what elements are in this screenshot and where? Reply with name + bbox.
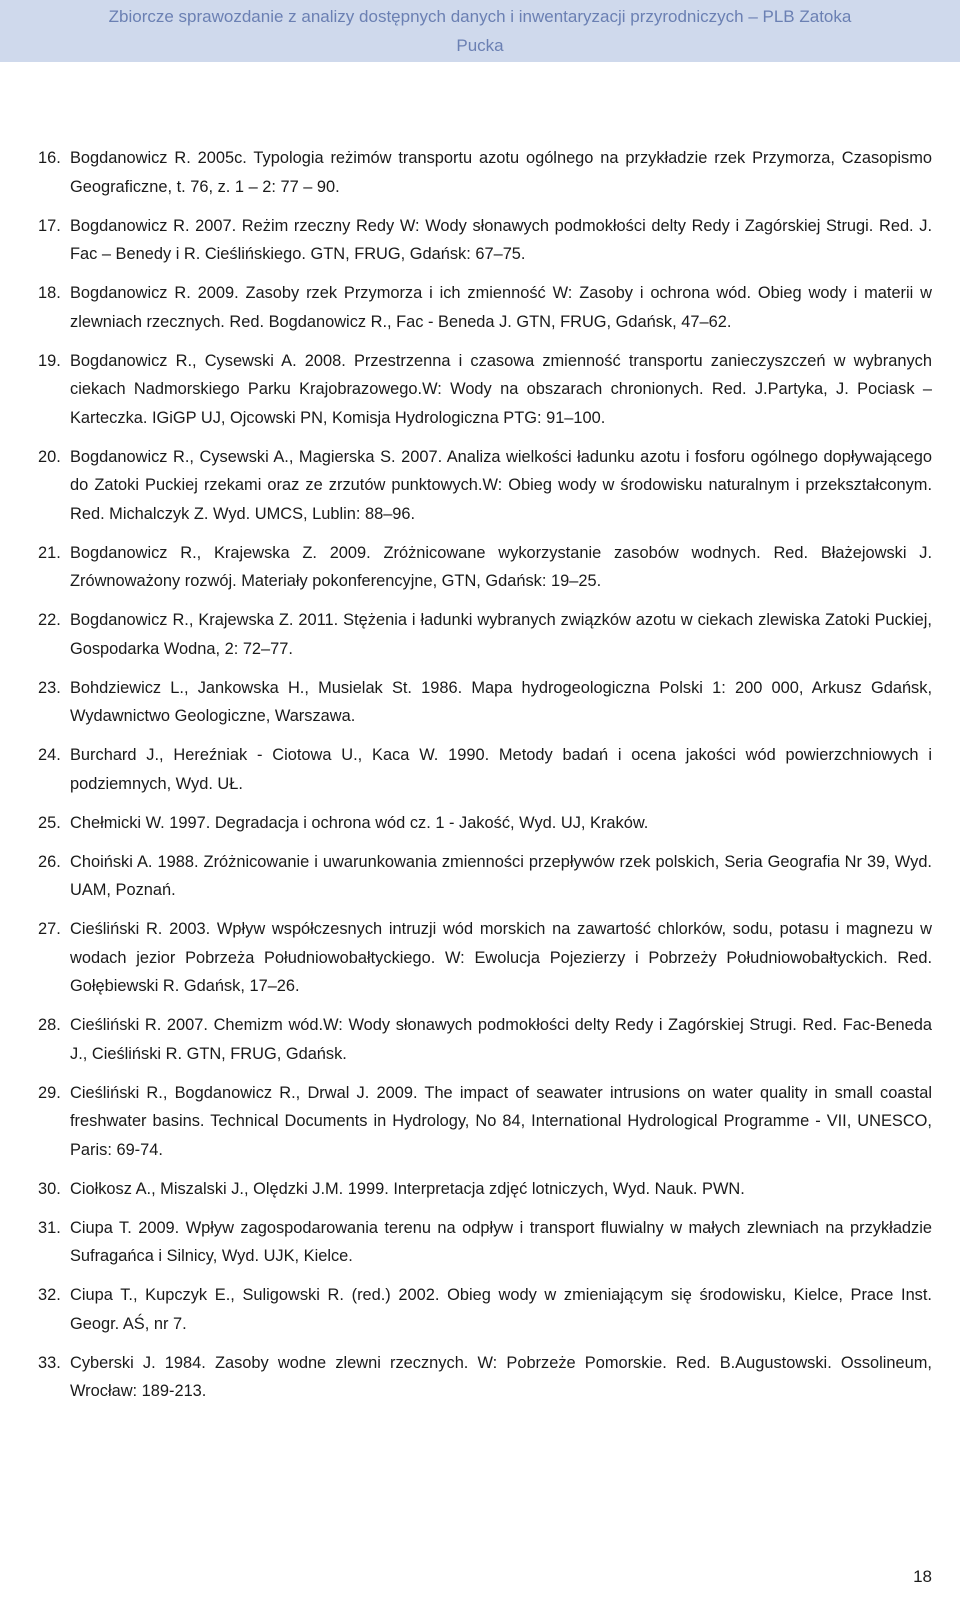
reference-text: Ciupa T. 2009. Wpływ zagospodarowania terenu na odpływ i transport fluwialny w małych zlewniach na przykładzie Sufragańca i Silnicy, Wyd. UJK, Kielce. [70,1218,932,1265]
reference-item [38,915,932,1001]
reference-text: Choiński A. 1988. Zróżnicowanie i uwarunkowania zmienności przepływów rzek polskich, Seria Geografia Nr 39, Wyd. UAM, Poznań. [70,852,932,899]
reference-item [38,1214,932,1271]
reference-text: Burchard J., Hereźniak - Ciotowa U., Kaca W. 1990. Metody badań i ocena jakości wód powierzchniowych i podziemnych, Wyd. UŁ. [70,746,932,793]
reference-item [38,1349,932,1406]
reference-number: 26. [38,852,61,871]
reference-number: 25. [38,813,61,832]
header-title-line-2: Pucka [456,36,504,55]
reference-number: 18. [38,284,61,302]
reference-list [38,144,932,1416]
reference-text: Bogdanowicz R. 2009. Zasoby rzek Przymorza i ich zmienność W: Zasoby i ochrona wód. Obieg wody i materii w zlewniach rzecznych. Red. Bogdanowicz R., Fac - Beneda J. GTN, FRUG, Gdańsk, 47–62. [70,284,932,331]
reference-number: 16. [38,149,61,167]
reference-number: 24. [38,746,61,764]
reference-text: Cieśliński R. 2007. Chemizm wód.W: Wody słonawych podmokłości delty Redy i Zagórskiej Strugi. Red. Fac-Beneda J., Cieśliński R. GTN, FRUG, Gdańsk. [70,1016,932,1063]
reference-number: 30. [38,1179,61,1198]
reference-item [38,212,932,269]
page-header [0,0,960,62]
page-number: 18 [913,1567,932,1586]
reference-item [38,144,932,201]
reference-item [38,1175,932,1204]
reference-item [38,674,932,731]
reference-number: 27. [38,920,61,938]
reference-item [38,741,932,798]
reference-item [38,848,932,905]
reference-number: 22. [38,611,61,629]
reference-text: Ciołkosz A., Miszalski J., Olędzki J.M. 1999. Interpretacja zdjęć lotniczych, Wyd. Nauk. PWN. [70,1179,745,1198]
reference-number: 21. [38,543,61,562]
reference-text: Bogdanowicz R., Krajewska Z. 2011. Stężenia i ładunki wybranych związków azotu w ciekach zlewiska Zatoki Puckiej, Gospodarka Wodna, 2: 72–77. [70,611,932,658]
reference-number: 32. [38,1286,61,1304]
reference-text: Bogdanowicz R. 2007. Reżim rzeczny Redy W: Wody słonawych podmokłości delty Redy i Zagórskiej Strugi. Red. J. Fac – Benedy i R. Cieślińskiego. GTN, FRUG, Gdańsk: 67–75. [70,216,932,263]
reference-item [38,539,932,596]
reference-text: Bogdanowicz R., Cysewski A., Magierska S. 2007. Analiza wielkości ładunku azotu i fosforu ogólnego dopływającego do Zatoki Puckiej rzekami oraz ze zrzutów punktowych.W: Obieg wody w środowisku naturalnym i przekształconym. Red. Michalczyk Z. Wyd. UMCS, Lublin: 88–96. [70,447,932,523]
reference-text: Bogdanowicz R. 2005c. Typologia reżimów transportu azotu ogólnego na przykładzie rzek Przymorza, Czasopismo Geograficzne, t. 76, z. 1 – 2: 77 – 90. [70,149,932,196]
reference-number: 20. [38,447,61,466]
reference-item [38,809,932,838]
header-title-line-1: Zbiorcze sprawozdanie z analizy dostępnych danych i inwentaryzacji przyrodniczych – PLB Zatoka [108,7,852,26]
reference-text: Cieśliński R. 2003. Wpływ współczesnych intruzji wód morskich na zawartość chlorków, sodu, potasu i magnezu w wodach jezior Pobrzeża Południowobałtyckiego. W: Ewolucja Pojezierzy i Pobrzeży Południowobałtyckich. Red. Gołębiewski R. Gdańsk, 17–26. [70,920,932,995]
reference-item [38,347,932,433]
reference-number: 23. [38,678,61,697]
reference-text: Bogdanowicz R., Krajewska Z. 2009. Zróżnicowane wykorzystanie zasobów wodnych. Red. Błażejowski J. Zrównoważony rozwój. Materiały pokonferencyjne, GTN, Gdańsk: 19–25. [70,543,932,590]
reference-text: Cyberski J. 1984. Zasoby wodne zlewni rzecznych. W: Pobrzeże Pomorskie. Red. B.Augustowski. Ossolineum, Wrocław: 189-213. [70,1353,932,1400]
reference-text: Bohdziewicz L., Jankowska H., Musielak St. 1986. Mapa hydrogeologiczna Polski 1: 200 000, Arkusz Gdańsk, Wydawnictwo Geologiczne, Warszawa. [70,678,932,725]
reference-number: 31. [38,1218,61,1237]
reference-item [38,1011,932,1068]
reference-number: 19. [38,351,61,370]
reference-item [38,1079,932,1165]
reference-text: Cieśliński R., Bogdanowicz R., Drwal J. 2009. The impact of seawater intrusions on water quality in small coastal freshwater basins. Technical Documents in Hydrology, No 84, International Hydrological Programme - VII, UNESCO, Paris: 69-74. [70,1083,932,1159]
reference-item [38,1281,932,1338]
reference-text: Chełmicki W. 1997. Degradacja i ochrona wód cz. 1 - Jakość, Wyd. UJ, Kraków. [70,813,649,832]
reference-number: 28. [38,1016,61,1034]
reference-item [38,606,932,663]
reference-item [38,443,932,529]
reference-item [38,279,932,336]
reference-number: 29. [38,1083,61,1102]
reference-number: 17. [38,216,61,235]
reference-text: Ciupa T., Kupczyk E., Suligowski R. (red.) 2002. Obieg wody w zmieniającym się środowisku, Kielce, Prace Inst. Geogr. AŚ, nr 7. [70,1286,932,1333]
reference-text: Bogdanowicz R., Cysewski A. 2008. Przestrzenna i czasowa zmienność transportu zanieczyszczeń w wybranych ciekach Nadmorskiego Parku Krajobrazowego.W: Wody na obszarach chronionych. Red. J.Partyka, J. Pociask – Karteczka. IGiGP UJ, Ojcowski PN, Komisja Hydrologiczna PTG: 91–100. [70,351,932,427]
reference-number: 33. [38,1353,61,1372]
